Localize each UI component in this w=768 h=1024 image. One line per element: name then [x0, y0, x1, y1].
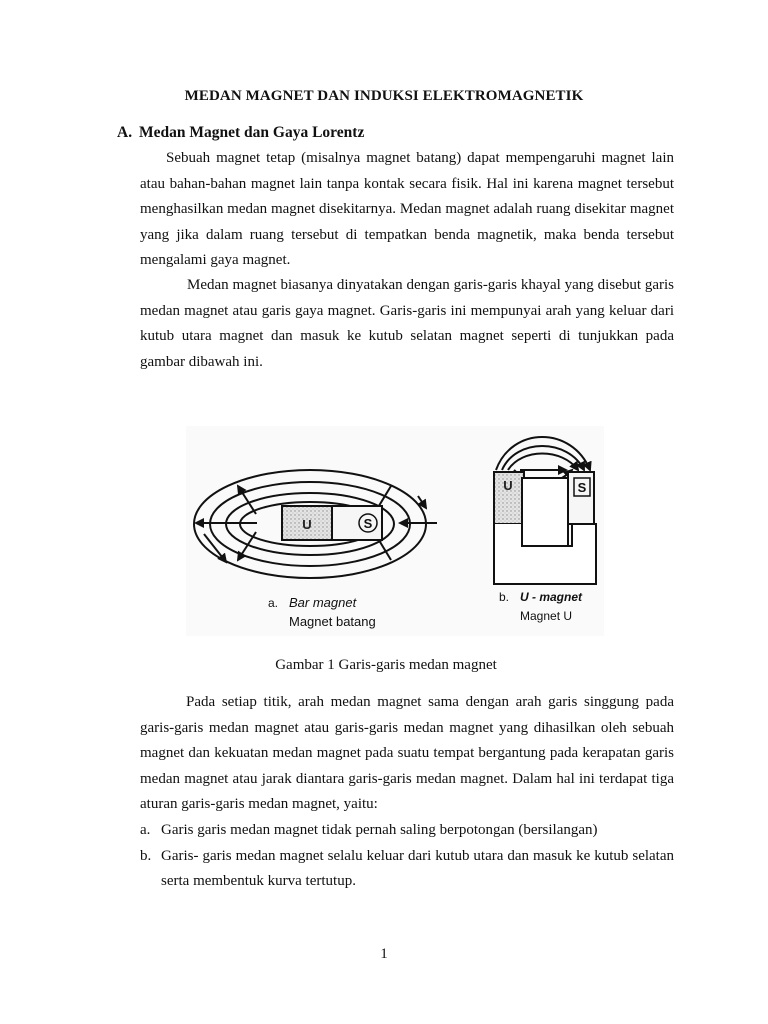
u-s-label: S [577, 480, 587, 495]
list-marker: b. [140, 847, 152, 864]
page-number: 1 [380, 946, 388, 962]
figure-magnetic-field-lines [186, 426, 604, 636]
paragraph-1: Sebuah magnet tetap (misalnya magnet batang) dapat mempengaruhi magnet lain atau bahan-bahan magnet lain tanpa kontak secara fisik. Hal ini karena magnet tersebut menghasilkan medan magnet disekitarnya. Medan magnet adalah ruang disekitar magnet yang jika dalam ruang tersebut di tempatkan benda magnetik, maka benda tersebut mengalami gaya magnet. [140, 150, 674, 268]
list-item-text: Garis- garis medan magnet selalu keluar dari kutub utara dan masuk ke kutub selatan serta membentuk kurva tertutup. [161, 847, 674, 889]
document-title: MEDAN MAGNET DAN INDUKSI ELEKTROMAGNETIK [184, 88, 584, 104]
bar-label-italic: Bar magnet [289, 595, 357, 610]
bar-label: Magnet batang [289, 614, 376, 629]
bar-s-label: S [363, 516, 373, 531]
list-item [140, 844, 674, 895]
figure-illustration [186, 426, 604, 636]
paragraph-2: Medan magnet biasanya dinyatakan dengan garis-garis khayal yang disebut garis medan magnet atau garis gaya magnet. Garis-garis ini mempunyai arah yang keluar dari kutub utara magnet dan masuk ke kutub selatan magnet seperti di tunjukkan pada gambar dibawah ini. [140, 277, 674, 370]
u-n-label: U [503, 478, 513, 493]
list-item-text: Garis garis medan magnet tidak pernah saling berpotongan (bersilangan) [161, 822, 598, 838]
section-heading-text: Medan Magnet dan Gaya Lorentz [139, 124, 365, 141]
u-letter: b. [499, 590, 510, 604]
list-marker: a. [140, 822, 151, 838]
bar-letter: a. [268, 596, 279, 610]
bar-south-pole [332, 506, 382, 540]
section-number: A. [117, 124, 133, 141]
bar-n-label: U [302, 517, 312, 532]
figure-caption: Gambar 1 Garis-garis medan magnet [275, 657, 497, 673]
paragraph-3: Pada setiap titik, arah medan magnet sama dengan arah garis singgung pada garis-garis medan magnet atau garis-garis medan magnet yang dihasilkan oleh sebuah magnet dan kekuatan medan magnet pada suatu tempat bergantung pada kerapatan garis medan magnet atau jarak diantara garis-garis medan magnet. Dalam hal ini terdapat tiga aturan garis-garis medan magnet, yaitu: [140, 694, 674, 812]
section-heading [117, 124, 364, 142]
list-item [140, 818, 674, 844]
u-label-italic: U - magnet [520, 590, 583, 604]
u-label: Magnet U [520, 609, 573, 623]
rules-list [140, 818, 674, 895]
